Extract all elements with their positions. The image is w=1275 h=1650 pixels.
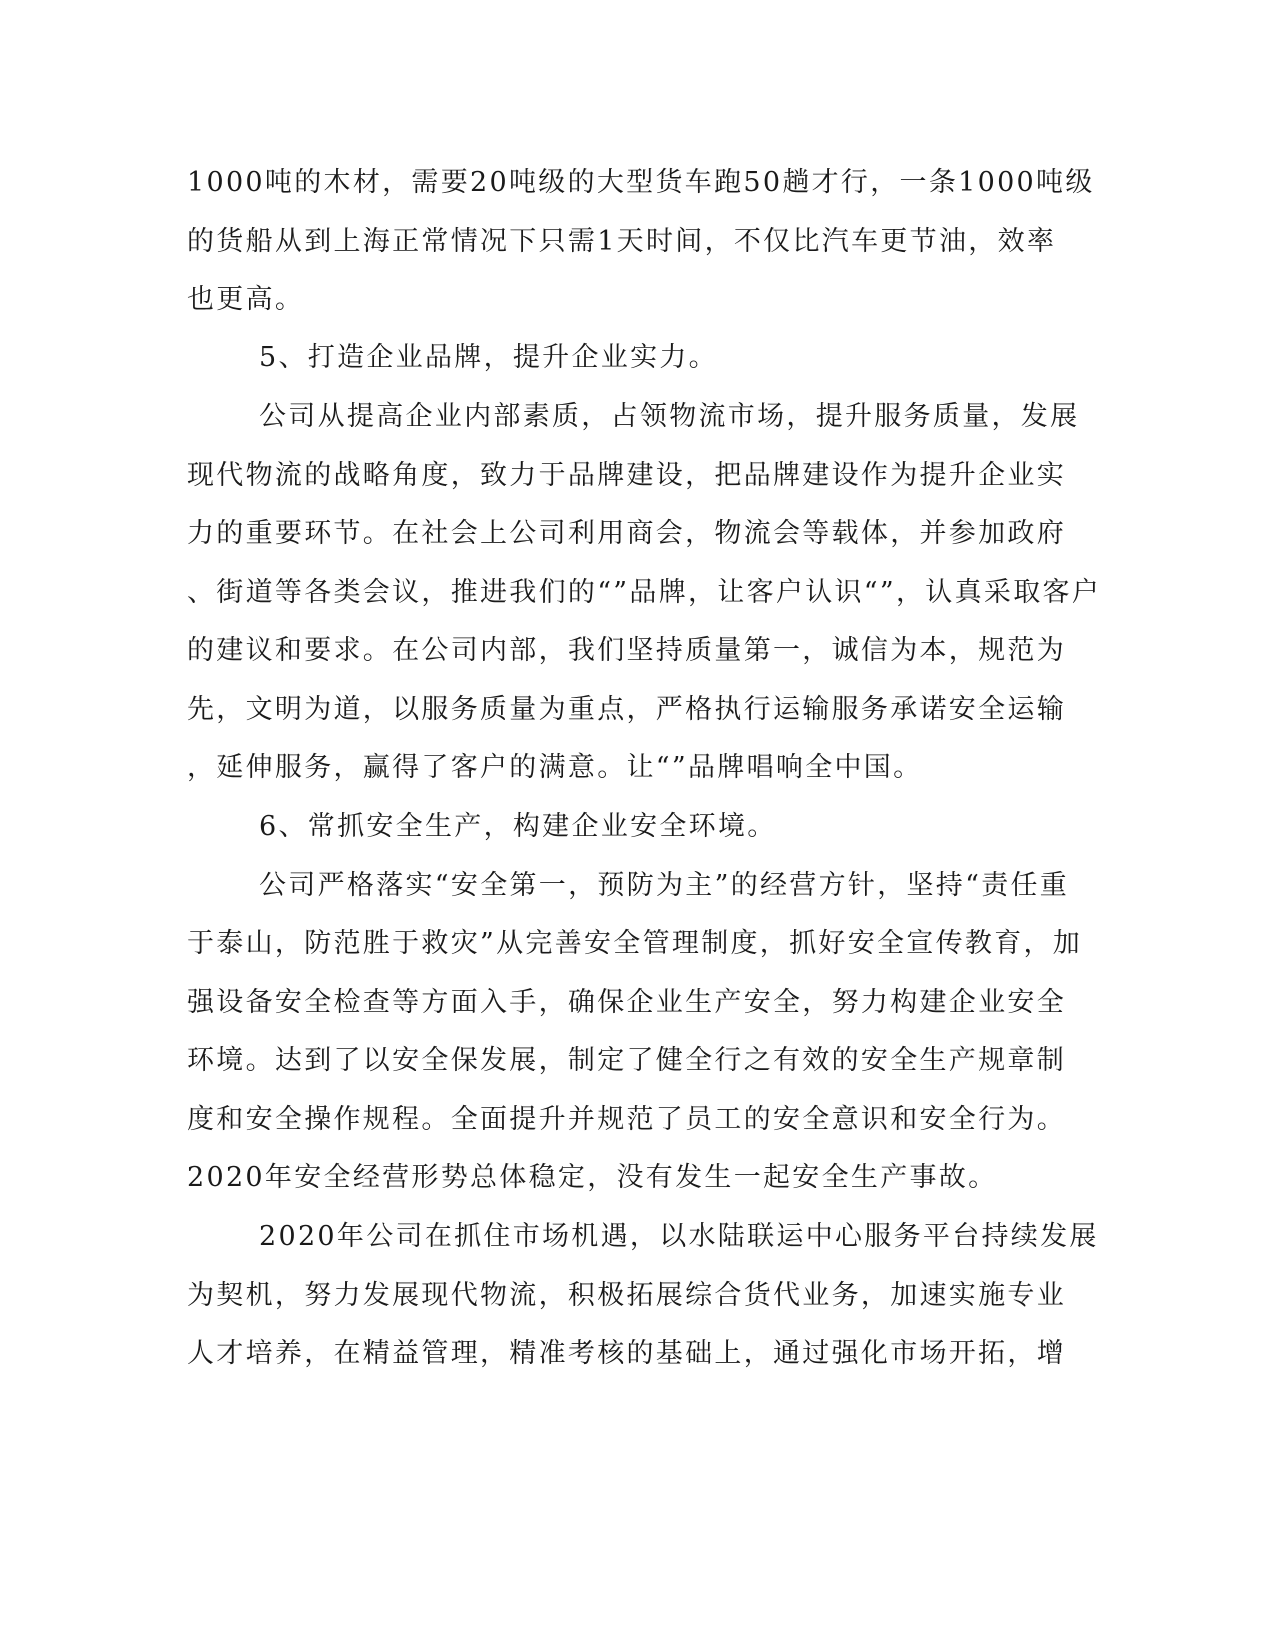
text-line: 现代物流的战略角度，致力于品牌建设，把品牌建设作为提升企业实 xyxy=(187,460,1066,491)
text-line: 也更高。 xyxy=(187,284,305,315)
text-line: 人才培养，在精益管理，精准考核的基础上，通过强化市场开拓，增 xyxy=(187,1338,1066,1369)
text-line: ，延伸服务，赢得了客户的满意。让“”品牌唱响全中国。 xyxy=(187,752,923,783)
text-line: 强设备安全检查等方面入手，确保企业生产安全，努力构建企业安全 xyxy=(187,987,1066,1018)
text-line: 度和安全操作规程。全面提升并规范了员工的安全意识和安全行为。 xyxy=(187,1104,1066,1135)
text-line: 公司从提高企业内部素质，占领物流市场，提升服务质量，发展 xyxy=(259,401,1080,432)
text-line: 于泰山，防范胜于救灾”从完善安全管理制度，抓好安全宣传教育，加 xyxy=(187,928,1083,959)
text-line: 的建议和要求。在公司内部，我们坚持质量第一，诚信为本，规范为 xyxy=(187,635,1066,666)
text-line: 、街道等各类会议，推进我们的“”品牌，让客户认识“”，认真采取客户 xyxy=(187,577,1102,608)
text-line: 1000吨的木材，需要20吨级的大型货车跑50趟才行，一条1000吨级 xyxy=(187,167,1095,198)
section-heading: 5、打造企业品牌，提升企业实力。 xyxy=(259,342,718,373)
text-line: 的货船从到上海正常情况下只需1天时间，不仅比汽车更节油，效率 xyxy=(187,226,1057,257)
text-line: 公司严格落实“安全第一，预防为主”的经营方针，坚持“责任重 xyxy=(259,870,1070,901)
text-line: 环境。达到了以安全保发展，制定了健全行之有效的安全生产规章制 xyxy=(187,1045,1066,1076)
text-line: 力的重要环节。在社会上公司利用商会，物流会等载体，并参加政府 xyxy=(187,518,1066,549)
text-line: 先，文明为道，以服务质量为重点，严格执行运输服务承诺安全运输 xyxy=(187,694,1066,725)
section-heading: 6、常抓安全生产，构建企业安全环境。 xyxy=(259,811,777,842)
text-line: 为契机，努力发展现代物流，积极拓展综合货代业务，加速实施专业 xyxy=(187,1280,1066,1311)
text-line: 2020年公司在抓住市场机遇，以水陆联运中心服务平台持续发展 xyxy=(259,1221,1099,1252)
text-line: 2020年安全经营形势总体稳定，没有发生一起安全生产事故。 xyxy=(187,1162,998,1193)
